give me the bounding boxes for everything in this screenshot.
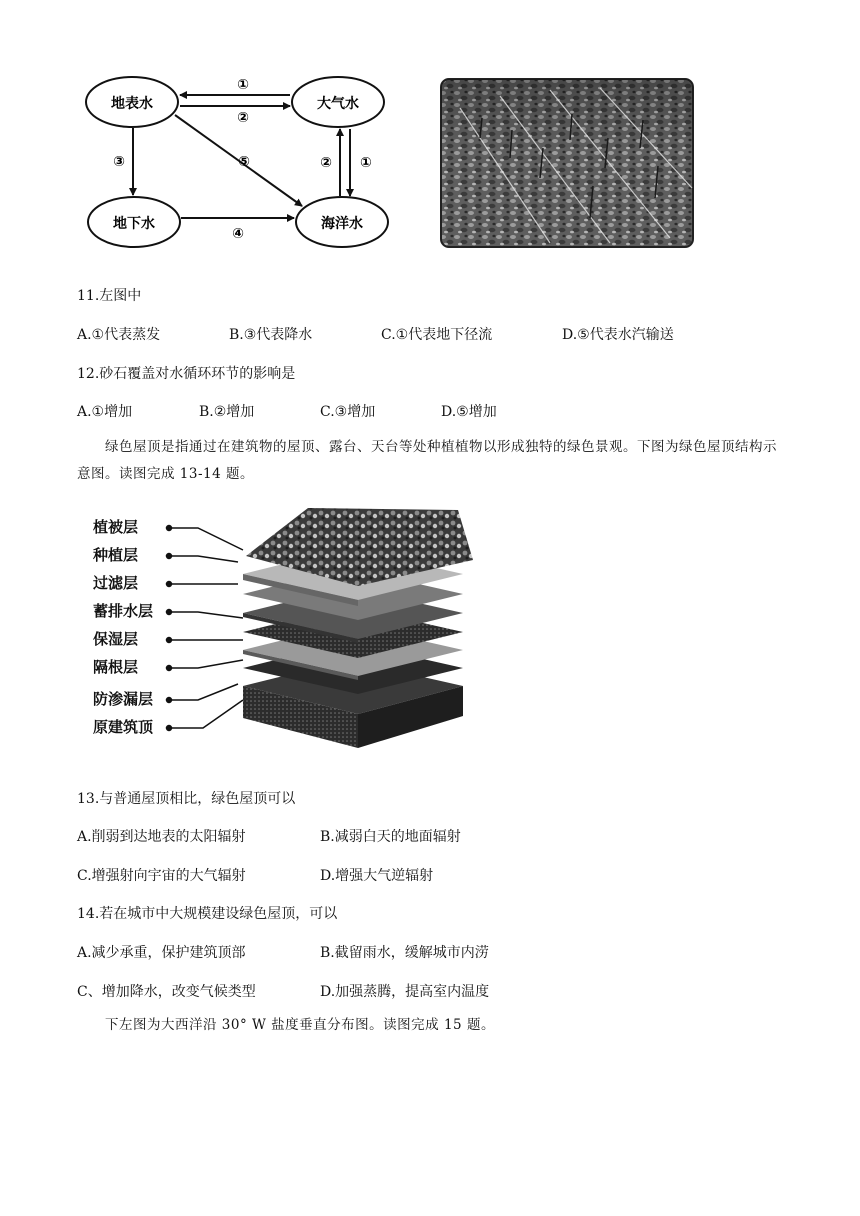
node-ocean-water [296, 197, 388, 247]
q13-option-c[interactable]: C.增强射向宇宙的大气辐射 [77, 868, 246, 884]
passage-atlantic-salinity [77, 1012, 787, 1039]
node-atmosphere-label: 大气水 [317, 96, 359, 112]
node-ocean-label: 海洋水 [321, 216, 363, 232]
layer-label-root-barrier: 隔根层 [93, 658, 139, 676]
arrow-label-top-lower: ② [237, 110, 249, 126]
water-cycle-diagram [78, 70, 408, 250]
question-13-stem: 13.与普通屋顶相比，绿色屋顶可以 [77, 791, 296, 807]
layer-label-planting: 种植层 [93, 546, 139, 564]
q14-option-b[interactable]: B.截留雨水，缓解城市内涝 [320, 945, 489, 961]
green-roof-diagram [78, 500, 498, 768]
layer-label-vegetation: 植被层 [93, 518, 139, 536]
question-12-stem: 12.砂石覆盖对水循环环节的影响是 [77, 366, 296, 382]
arrow-label-left: ③ [113, 154, 125, 170]
q14-option-d[interactable]: D.加强蒸腾，提高室内温度 [320, 984, 490, 1000]
node-ground-label: 地下水 [113, 216, 155, 232]
q12-option-d[interactable]: D.⑤增加 [441, 404, 497, 420]
layer-label-moisture: 保湿层 [93, 630, 139, 648]
gravel-field-photo [440, 78, 694, 248]
q11-option-b[interactable]: B.③代表降水 [229, 327, 313, 343]
layer-label-original-roof: 原建筑顶 [93, 718, 154, 736]
layer-label-drainage: 蓄排水层 [93, 602, 154, 620]
q11-option-c[interactable]: C.①代表地下径流 [381, 327, 493, 343]
layer-label-anti-leak: 防渗漏层 [93, 690, 154, 708]
node-ground-water [88, 197, 180, 247]
passage-atlantic-salinity-text: 下左图为大西洋沿 30° W 盐度垂直分布图。读图完成 15 题。 [105, 1017, 495, 1033]
q13-option-a[interactable]: A.削弱到达地表的太阳辐射 [77, 829, 246, 845]
arrow-label-diagonal: ⑤ [238, 154, 250, 170]
node-atmosphere-water [292, 77, 384, 127]
q13-option-b[interactable]: B.减弱白天的地面辐射 [320, 829, 461, 845]
passage-green-roof-text: 绿色屋顶是指通过在建筑物的屋顶、露台、天台等处种植植物以形成独特的绿色景观。下图为绿色屋顶结构示意图。读图完成 13-14 题。 [77, 439, 777, 482]
q12-option-c[interactable]: C.③增加 [320, 404, 376, 420]
q11-option-a[interactable]: A.①代表蒸发 [77, 327, 161, 343]
question-14-stem: 14.若在城市中大规模建设绿色屋顶，可以 [77, 906, 338, 922]
q12-option-a[interactable]: A.①增加 [77, 404, 133, 420]
q12-option-b[interactable]: B.②增加 [199, 404, 255, 420]
q13-option-d[interactable]: D.增强大气逆辐射 [320, 868, 434, 884]
arrow-label-right-left: ② [320, 155, 332, 171]
node-surface-label: 地表水 [111, 96, 153, 112]
layer-label-filter: 过滤层 [93, 574, 139, 592]
q14-option-c[interactable]: C、增加降水，改变气候类型 [77, 984, 256, 1000]
question-11-stem: 11.左图中 [77, 288, 142, 304]
arrow-label-right-right: ① [360, 155, 372, 171]
arrow-label-top-upper: ① [237, 77, 249, 93]
passage-green-roof [77, 434, 787, 488]
arrow-label-bottom: ④ [232, 226, 244, 242]
node-surface-water [86, 77, 178, 127]
q14-option-a[interactable]: A.减少承重，保护建筑顶部 [77, 945, 246, 961]
q11-option-d[interactable]: D.⑤代表水汽输送 [562, 327, 674, 343]
